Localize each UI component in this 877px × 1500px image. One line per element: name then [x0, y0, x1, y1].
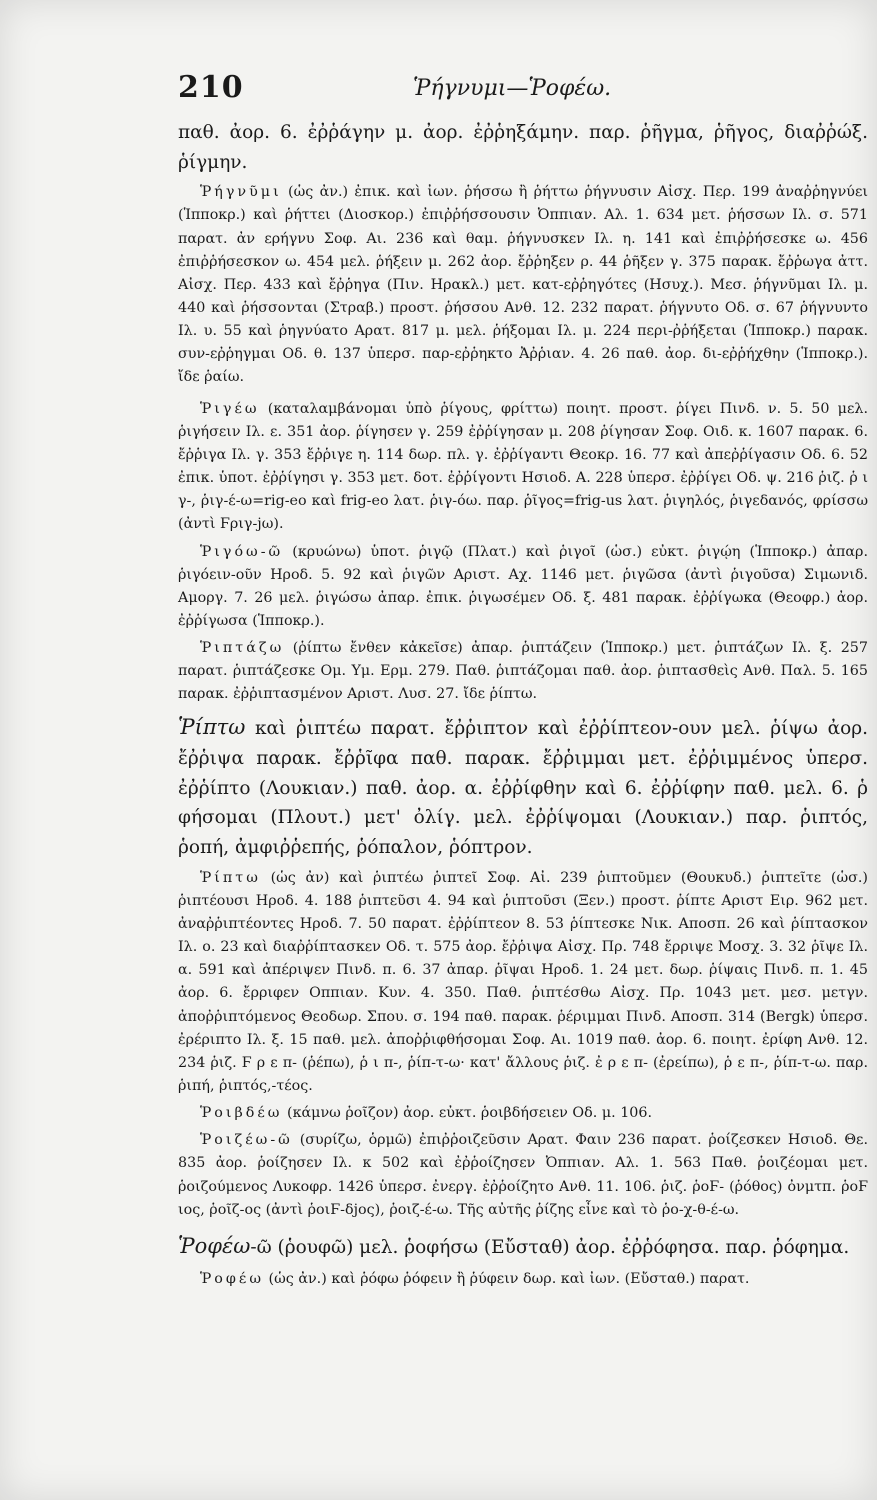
entry-lemma: Ῥοιβδέω — [200, 1105, 283, 1122]
dictionary-body — [178, 118, 868, 1295]
entry-rigoo — [178, 541, 868, 634]
entry-lemma: Ῥοιζέω-ῶ — [200, 1132, 293, 1149]
entry-lemma: Ῥοφέω — [178, 1233, 251, 1258]
entry-roizeo — [178, 1129, 868, 1222]
entry-text: (ὡς ἀν) καὶ ῥιπτέω ῥιπτεῖ Σοφ. Αἰ. 239 ῥιπτοῦμεν (Θουκυδ.) ῥιπτεῖτε (ὡσ.) ῥιπτέουσι Ηροδ. 4. 188 ῥιπτεῦσι 4. 94 καὶ ῥιπτοῦσι (Ξεν.) προστ. ῥίπτε Αριστ Ειρ. 962 μετ. ἀναῤῥιπτέοντες Ηροδ. 7. 50 παρατ. ἐῤῥίπτεον 8. 53 ῥίπτεσκε Νικ. Αποσπ. 26 καὶ ῥίπτασκον Ιλ. ο. 23 καὶ διαῤῥίπτασκεν Οδ. τ. 575 ἀορ. ἔῤῥιψα Αἰσχ. Πρ. 748 ἔρριψε Μοσχ. 3. 32 ῥῖψε Ιλ. α. 591 καὶ ἀπέριψεν Πινδ. π. 6. 37 ἀπαρ. ῥῖψαι Ηροδ. 1. 24 μετ. δωρ. ῥίψαις Πινδ. π. 1. 45 ἀορ. 6. ἔρριφεν Οππιαν. Κυν. 4. 350. Παθ. ῥιπτέσθω Αἰσχ. Πρ. 1043 μετ. μεσ. μετγν. ἀποῤῥιπτόμενος Θεοδωρ. Σπου. σ. 194 παθ. παρακ. ῥέριμμαι Πινδ. Αποσπ. 314 (Bergk) ὑπερσ. ἐρέριπτο Ιλ. ξ. 15 παθ. μελ. ἀποῤῥιφθήσομαι Σοφ. Αι. 1019 παθ. ἀορ. 6. ποιητ. ἐρίφη Ανθ. 12. 234 ῥιζ. Ϝ ρ ε π- (ῥέπω), ῥ ι π-, ῥίπ-τ-ω· κατ' ἄλλους ῥιζ. ἐ ρ ε π- (ἐρείπω), ῥ ε π-, ῥίπ-τ-ω. παρ. ῥιπή, ῥιπτός,-τέος. — [178, 869, 868, 1094]
entry-text: (συρίζω, ὁρμῶ) ἐπιῤῥοιζεῦσιν Αρατ. Φαιν 236 παρατ. ῥοίζεσκεν Ησιοδ. Θε. 835 ἀορ. ῥοίζησεν Ιλ. κ 502 καὶ ἐῤῥοίζησεν Ὀππιαν. Αλ. 1. 563 Παθ. ῥοιζέομαι μετ. ῥοιζούμενος Λυκοφρ. 1426 ὑπερσ. ἐνεργ. ἐῤῥοίζητο Ανθ. 11. 106. ῥιζ. ῥοϜ- (ῥόθος) ὀνμτπ. ῥοϜ ιος, ῥοῖζ-ος (ἀντὶ ῥοιϜ-δjος), ῥοιζ-έ-ω. Τῆς αὐτῆς ῥίζης εἶνε καὶ τὸ ῥο-χ-θ-έ-ω. — [178, 1132, 868, 1218]
entry-text: (ὡς ἀν.) ἐπικ. καὶ ἰων. ῥήσσω ἢ ῥήττω ῥήγνυσιν Αἰσχ. Περ. 199 ἀναῤῥηγνύει (Ἱπποκρ.) καὶ ῥήττει (Διοσκορ.) ἐπιῤῥήσσουσιν Ὀππιαν. Αλ. 1. 634 μετ. ῥήσσων Ιλ. σ. 571 παρατ. ἀν ερήγνυ Σοφ. Αι. 236 καὶ θαμ. ῥήγνυσκεν Ιλ. η. 141 καὶ ἐπιῤῥήσεσκε ω. 456 ἐπιῤῥήσεσκον ω. 454 μελ. ῥήξειν μ. 262 ἀορ. ἔῤῥηξεν ρ. 44 ῥῆξεν γ. 375 παρακ. ἔῤῥωγα ἀττ. Αἰσχ. Περ. 433 καὶ ἔῤῥηγα (Πιν. Ηρακλ.) μετ. κατ-εῤῥηγότες (Ησυχ.). Μεσ. ῥήγνῦμαι Ιλ. μ. 440 καὶ ῥήσσονται (Στραβ.) προστ. ῥήσσου Ανθ. 12. 232 παρατ. ῥήγνυτο Οδ. σ. 67 ῥήγνυντο Ιλ. υ. 55 καὶ ῥηγνύατο Αρατ. 817 μ. μελ. ῥήξομαι Ιλ. μ. 224 περι-ῤῥήξεται (Ἱπποκρ.) παρακ. συν-εῤῥηγμαι Οδ. θ. 137 ὑπερσ. παρ-εῤῥηκτο Ἀῤῥιαν. 4. 26 παθ. ἀορ. δι-εῤῥήχθην (Ἱπποκρ.). ἴδε ῥαίω. — [178, 184, 868, 386]
entry-text: (καταλαμβάνομαι ὑπὸ ῥίγους, φρίττω) ποιητ. προστ. ῥίγει Πινδ. ν. 5. 50 μελ. ῥιγήσειν Ιλ. ε. 351 ἀορ. ῥίγησεν γ. 259 ἐῤῥίγησαν μ. 208 ῥίγησαν Σοφ. Οιδ. κ. 1607 παρακ. 6. ἔῤῥιγα Ιλ. γ. 353 ἔῤῥιγε η. 114 δωρ. πλ. γ. ἐῤῥίγαντι Θεοκρ. 16. 77 καὶ ἀπεῤῥίγασιν Οδ. 6. 52 ἐπικ. ὑποτ. ἐῤῥίγησι γ. 353 μετ. δοτ. ἐῤῥίγοντι Ησιοδ. Α. 228 ὑπερσ. ἐῤῥίγει Οδ. ψ. 216 ῥιζ. ῥ ι γ-, ῥιγ-έ-ω=rig-eo καὶ frig-eo λατ. ῥιγ-όω. παρ. ῥῖγος=frig-us λατ. ῥιγηλός, ῥιγεδανός, φρίσσω (ἀντὶ Ϝριγ-jω). — [178, 400, 868, 533]
entry-ripto-main — [178, 711, 868, 863]
entry-lemma: Ῥιπτάζω — [200, 640, 285, 657]
entry-rigeo — [178, 398, 868, 537]
entry-text: (κρυώνω) ὑποτ. ῥιγῷ (Πλατ.) καὶ ῥιγοῖ (ὡσ.) εὐκτ. ῥιγῴη (Ἱπποκρ.) ἀπαρ. ῥιγόειν-οῦν Ηροδ. 5. 92 καὶ ῥιγῶν Αριστ. Αχ. 1146 μετ. ῥιγῶσα (ἀντὶ ῥιγοῦσα) Σιμωνιδ. Αμοργ. 7. 26 μελ. ῥιγώσω ἀπαρ. ἐπικ. ῥιγωσέμεν Οδ. ξ. 481 παρακ. ἐῤῥίγωκα (Θεοφρ.) ἀορ. ἐῤῥίγωσα (Ἱπποκρ.). — [178, 543, 868, 629]
entry-riptazo — [178, 637, 868, 706]
page-header — [178, 70, 868, 110]
entry-lemma: Ῥιγέω — [200, 400, 260, 417]
entry-lemma: Ῥίπτω — [178, 714, 246, 739]
entry-lemma: Ῥίπτω — [200, 869, 261, 886]
entry-text: παθ. ἀορ. 6. ἐῤῥάγην μ. ἀορ. ἐῤῥηξάμην. παρ. ῥῆγμα, ῥῆγος, διαῤῥώξ. ῥίγμην. — [178, 122, 868, 173]
entry-ripto-sub — [178, 867, 868, 1099]
entry-lemma: Ῥιγόω-ῶ — [200, 543, 284, 560]
entry-lemma: Ῥοφέω — [200, 1270, 264, 1287]
entry-rhegnymi-sub — [178, 181, 868, 389]
entry-continuation — [178, 118, 868, 177]
entry-lemma: Ῥήγνῦμι — [200, 184, 282, 201]
entry-text: (κάμνω ῥοῖζον) ἀορ. εὐκτ. ῥοιβδήσειεν Οδ. μ. 106. — [282, 1105, 653, 1122]
entry-text: (ῥίπτω ἔνθεν κἀκεῖσε) ἀπαρ. ῥιπτάζειν (Ἱπποκρ.) μετ. ῥιπτάζων Ιλ. ξ. 257 παρατ. ῥιπτάζεσκε Ομ. Υμ. Ερμ. 279. Παθ. ῥιπτάζομαι παθ. ἀορ. ῥιπτασθεὶς Ανθ. Παλ. 5. 165 παρακ. ἐῤῥιπτασμένον Αριστ. Λυσ. 27. ἴδε ῥίπτω. — [178, 640, 868, 703]
running-head: Ῥήγνυμι—Ῥοφέω. — [413, 76, 612, 101]
page-number: 210 — [178, 70, 244, 105]
entry-text: (ὡς ἀν.) καὶ ῥόφω ῥόφειν ἢ ῥύφειν δωρ. καὶ ἰων. (Εὔσταθ.) παρατ. — [263, 1270, 750, 1287]
entry-rhopheo-main — [178, 1230, 868, 1264]
entry-rhopheo-sub — [178, 1268, 868, 1291]
entry-roibdeo — [178, 1102, 868, 1125]
entry-text: -ῶ (ῥουφῶ) μελ. ῥοφήσω (Εὔσταθ) ἀορ. ἐῤῥόφησα. παρ. ῥόφημα. — [250, 1236, 850, 1258]
entry-text: καὶ ῥιπτέω παρατ. ἔῤῥιπτον καὶ ἐῤῥίπτεον-ουν μελ. ῥίψω ἀορ. ἔῤῥιψα παρακ. ἔῤῥῖφα παθ. παρακ. ἔῤῥιμμαι μετ. ἐῤῥιμμένος ὑπερσ. ἐῤῥίπτο (Λουκιαν.) παθ. ἀορ. α. ἐῤῥίφθην καὶ 6. ἐῤῥίφην παθ. μελ. 6. ῥ φήσομαι (Πλουτ.) μετ' ὀλίγ. μελ. ἐῤῥίψομαι (Λουκιαν.) παρ. ῥιπτός, ῥοπή, ἀμφιῤῥεπής, ῥόπαλον, ῥόπτρον. — [178, 717, 868, 858]
